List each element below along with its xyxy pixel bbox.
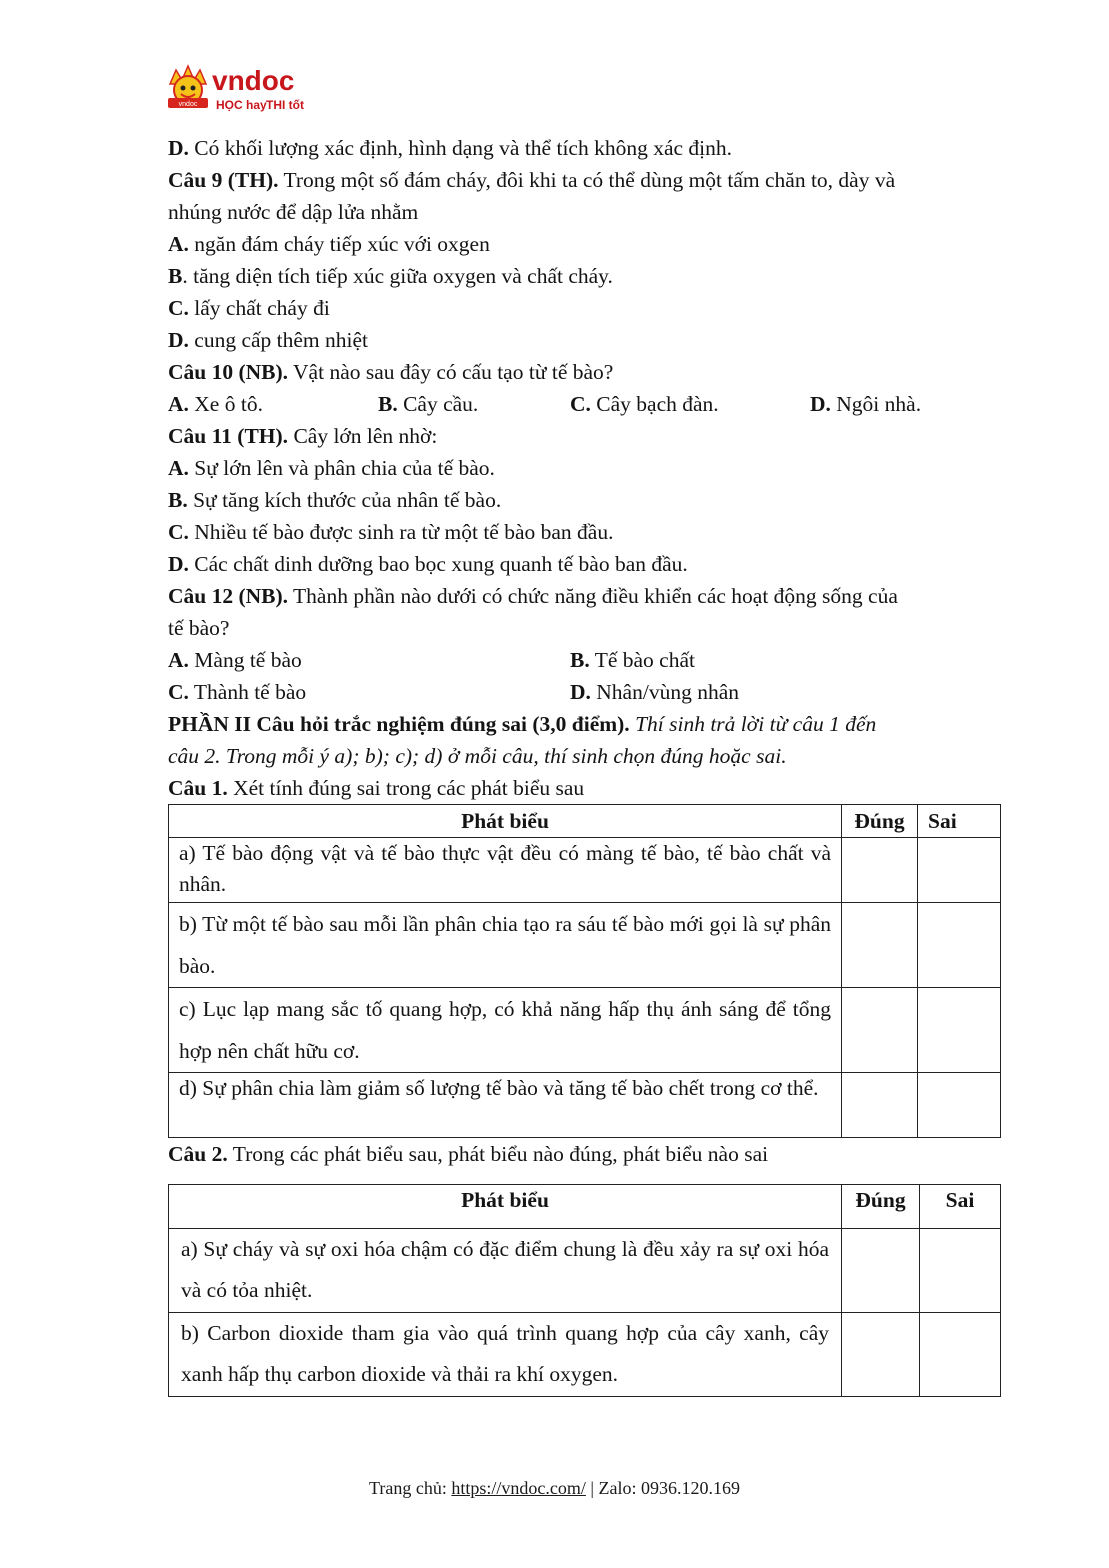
q10-stem: Câu 10 (NB). Vật nào sau đây có cấu tạo từ tế bào? (168, 360, 614, 384)
q11-option-d: D. Các chất dinh dưỡng bao bọc xung quanh tế bào ban đầu. (168, 552, 688, 576)
table-c2-row-a-true-cell[interactable] (842, 1229, 920, 1313)
q12-options-row1 (168, 644, 1000, 676)
table-c2-row-b-true-cell[interactable] (842, 1313, 920, 1397)
q12-options-row2 (168, 676, 1000, 708)
part2-heading: PHẦN II Câu hỏi trắc nghiệm đúng sai (3,0 điểm). Thí sinh trả lời từ câu 1 đến (168, 712, 877, 736)
q9-stem-cont: nhúng nước để dập lửa nhằm (168, 200, 419, 224)
table-c2 (168, 1184, 1001, 1397)
table-c1-row-b: b) Từ một tế bào sau mỗi lần phân chia tạo ra sáu tế bào mới gọi là sự phân bào. (169, 903, 842, 988)
table-c2-row-b: b) Carbon dioxide tham gia vào quá trình quang hợp của cây xanh, cây xanh hấp thụ carbon dioxide và thải ra khí oxygen. (169, 1313, 842, 1397)
table-c1-row-b-true-cell[interactable] (842, 903, 918, 988)
vndoc-logo[interactable] (166, 64, 336, 114)
table-c1 (168, 804, 1001, 1138)
svg-text:vndoc: vndoc (212, 65, 295, 96)
q9-option-d: D. cung cấp thêm nhiệt (168, 328, 369, 352)
table-c1-row-c-false-cell[interactable] (918, 988, 1001, 1073)
q10-options (168, 388, 1000, 420)
svg-text:HỌC hay: HỌC hay (216, 98, 267, 112)
part2-instructions: câu 2. Trong mỗi ý a); b); c); d) ở mỗi câu, thí sinh chọn đúng hoặc sai. (168, 744, 787, 768)
table-c2-row-a: a) Sự cháy và sự oxi hóa chậm có đặc điểm chung là đều xảy ra sự oxi hóa và có tỏa nhiệt. (169, 1229, 842, 1313)
q9-option-c: C. lấy chất cháy đi (168, 296, 330, 320)
q9-stem: Câu 9 (TH). Trong một số đám cháy, đôi khi ta có thể dùng một tấm chăn to, dày và (168, 168, 896, 192)
table-c2-row-a-false-cell[interactable] (920, 1229, 1001, 1313)
table-c1-header-statement: Phát biểu (169, 805, 842, 838)
table-c1-row-d-true-cell[interactable] (842, 1073, 918, 1138)
table-c1-header-true: Đúng (842, 805, 918, 838)
q10-option-a: A. Xe ô tô. (168, 392, 263, 416)
q9-option-b: B. tăng diện tích tiếp xúc giữa oxygen và chất cháy. (168, 264, 613, 288)
table-c1-row-a-false-cell[interactable] (918, 838, 1001, 903)
svg-text:vndoc: vndoc (178, 101, 198, 108)
logo-mascot-icon (166, 64, 336, 114)
q11-option-a: A. Sự lớn lên và phân chia của tế bào. (168, 456, 495, 480)
q8-option-d: D. Có khối lượng xác định, hình dạng và thể tích không xác định. (168, 136, 733, 160)
q12-stem: Câu 12 (NB). Thành phần nào dưới có chức năng điều khiển các hoạt động sống của (168, 584, 898, 608)
q11-option-c: C. Nhiều tế bào được sinh ra từ một tế bào ban đầu. (168, 520, 614, 544)
table-c1-row-c: c) Lục lạp mang sắc tố quang hợp, có khả năng hấp thụ ánh sáng để tổng hợp nên chất hữu cơ. (169, 988, 842, 1073)
page-footer: Trang chủ: https://vndoc.com/ | Zalo: 0936.120.169 (369, 1478, 740, 1498)
svg-text:THI tốt: THI tốt (266, 98, 304, 112)
q9-option-a: A. ngăn đám cháy tiếp xúc với oxgen (168, 232, 490, 256)
table-c1-row-a: a) Tế bào động vật và tế bào thực vật đều có màng tế bào, tế bào chất và nhân. (169, 838, 842, 903)
table-c1-row-c-true-cell[interactable] (842, 988, 918, 1073)
q12-option-d: D. Nhân/vùng nhân (570, 680, 739, 704)
table-c1-row-b-false-cell[interactable] (918, 903, 1001, 988)
document-body (168, 132, 1000, 1397)
q12-stem-cont: tế bào? (168, 616, 230, 640)
table-c1-row-d-false-cell[interactable] (918, 1073, 1001, 1138)
c2-stem: Câu 2. Trong các phát biểu sau, phát biểu nào đúng, phát biểu nào sai (168, 1142, 769, 1166)
q11-option-b: B. Sự tăng kích thước của nhân tế bào. (168, 488, 502, 512)
q12-option-a: A. Màng tế bào (168, 648, 302, 672)
c1-stem: Câu 1. Xét tính đúng sai trong các phát biểu sau (168, 776, 585, 800)
q12-option-c: C. Thành tế bào (168, 680, 307, 704)
homepage-link[interactable]: https://vndoc.com/ (451, 1478, 586, 1498)
table-c2-header-true: Đúng (842, 1185, 920, 1229)
table-c2-row-b-false-cell[interactable] (920, 1313, 1001, 1397)
q10-option-c: C. Cây bạch đàn. (570, 392, 719, 416)
table-c2-header-false: Sai (920, 1185, 1001, 1229)
q11-stem: Câu 11 (TH). Cây lớn lên nhờ: (168, 424, 438, 448)
q10-option-b: B. Cây cầu. (378, 392, 479, 416)
table-c2-header-statement: Phát biểu (169, 1185, 842, 1229)
table-c1-row-d: d) Sự phân chia làm giảm số lượng tế bào và tăng tế bào chết trong cơ thể. (169, 1073, 842, 1138)
q12-option-b: B. Tế bào chất (570, 648, 695, 672)
table-c1-header-false: Sai (918, 805, 1001, 838)
q10-option-d: D. Ngôi nhà. (810, 392, 922, 416)
table-c1-row-a-true-cell[interactable] (842, 838, 918, 903)
